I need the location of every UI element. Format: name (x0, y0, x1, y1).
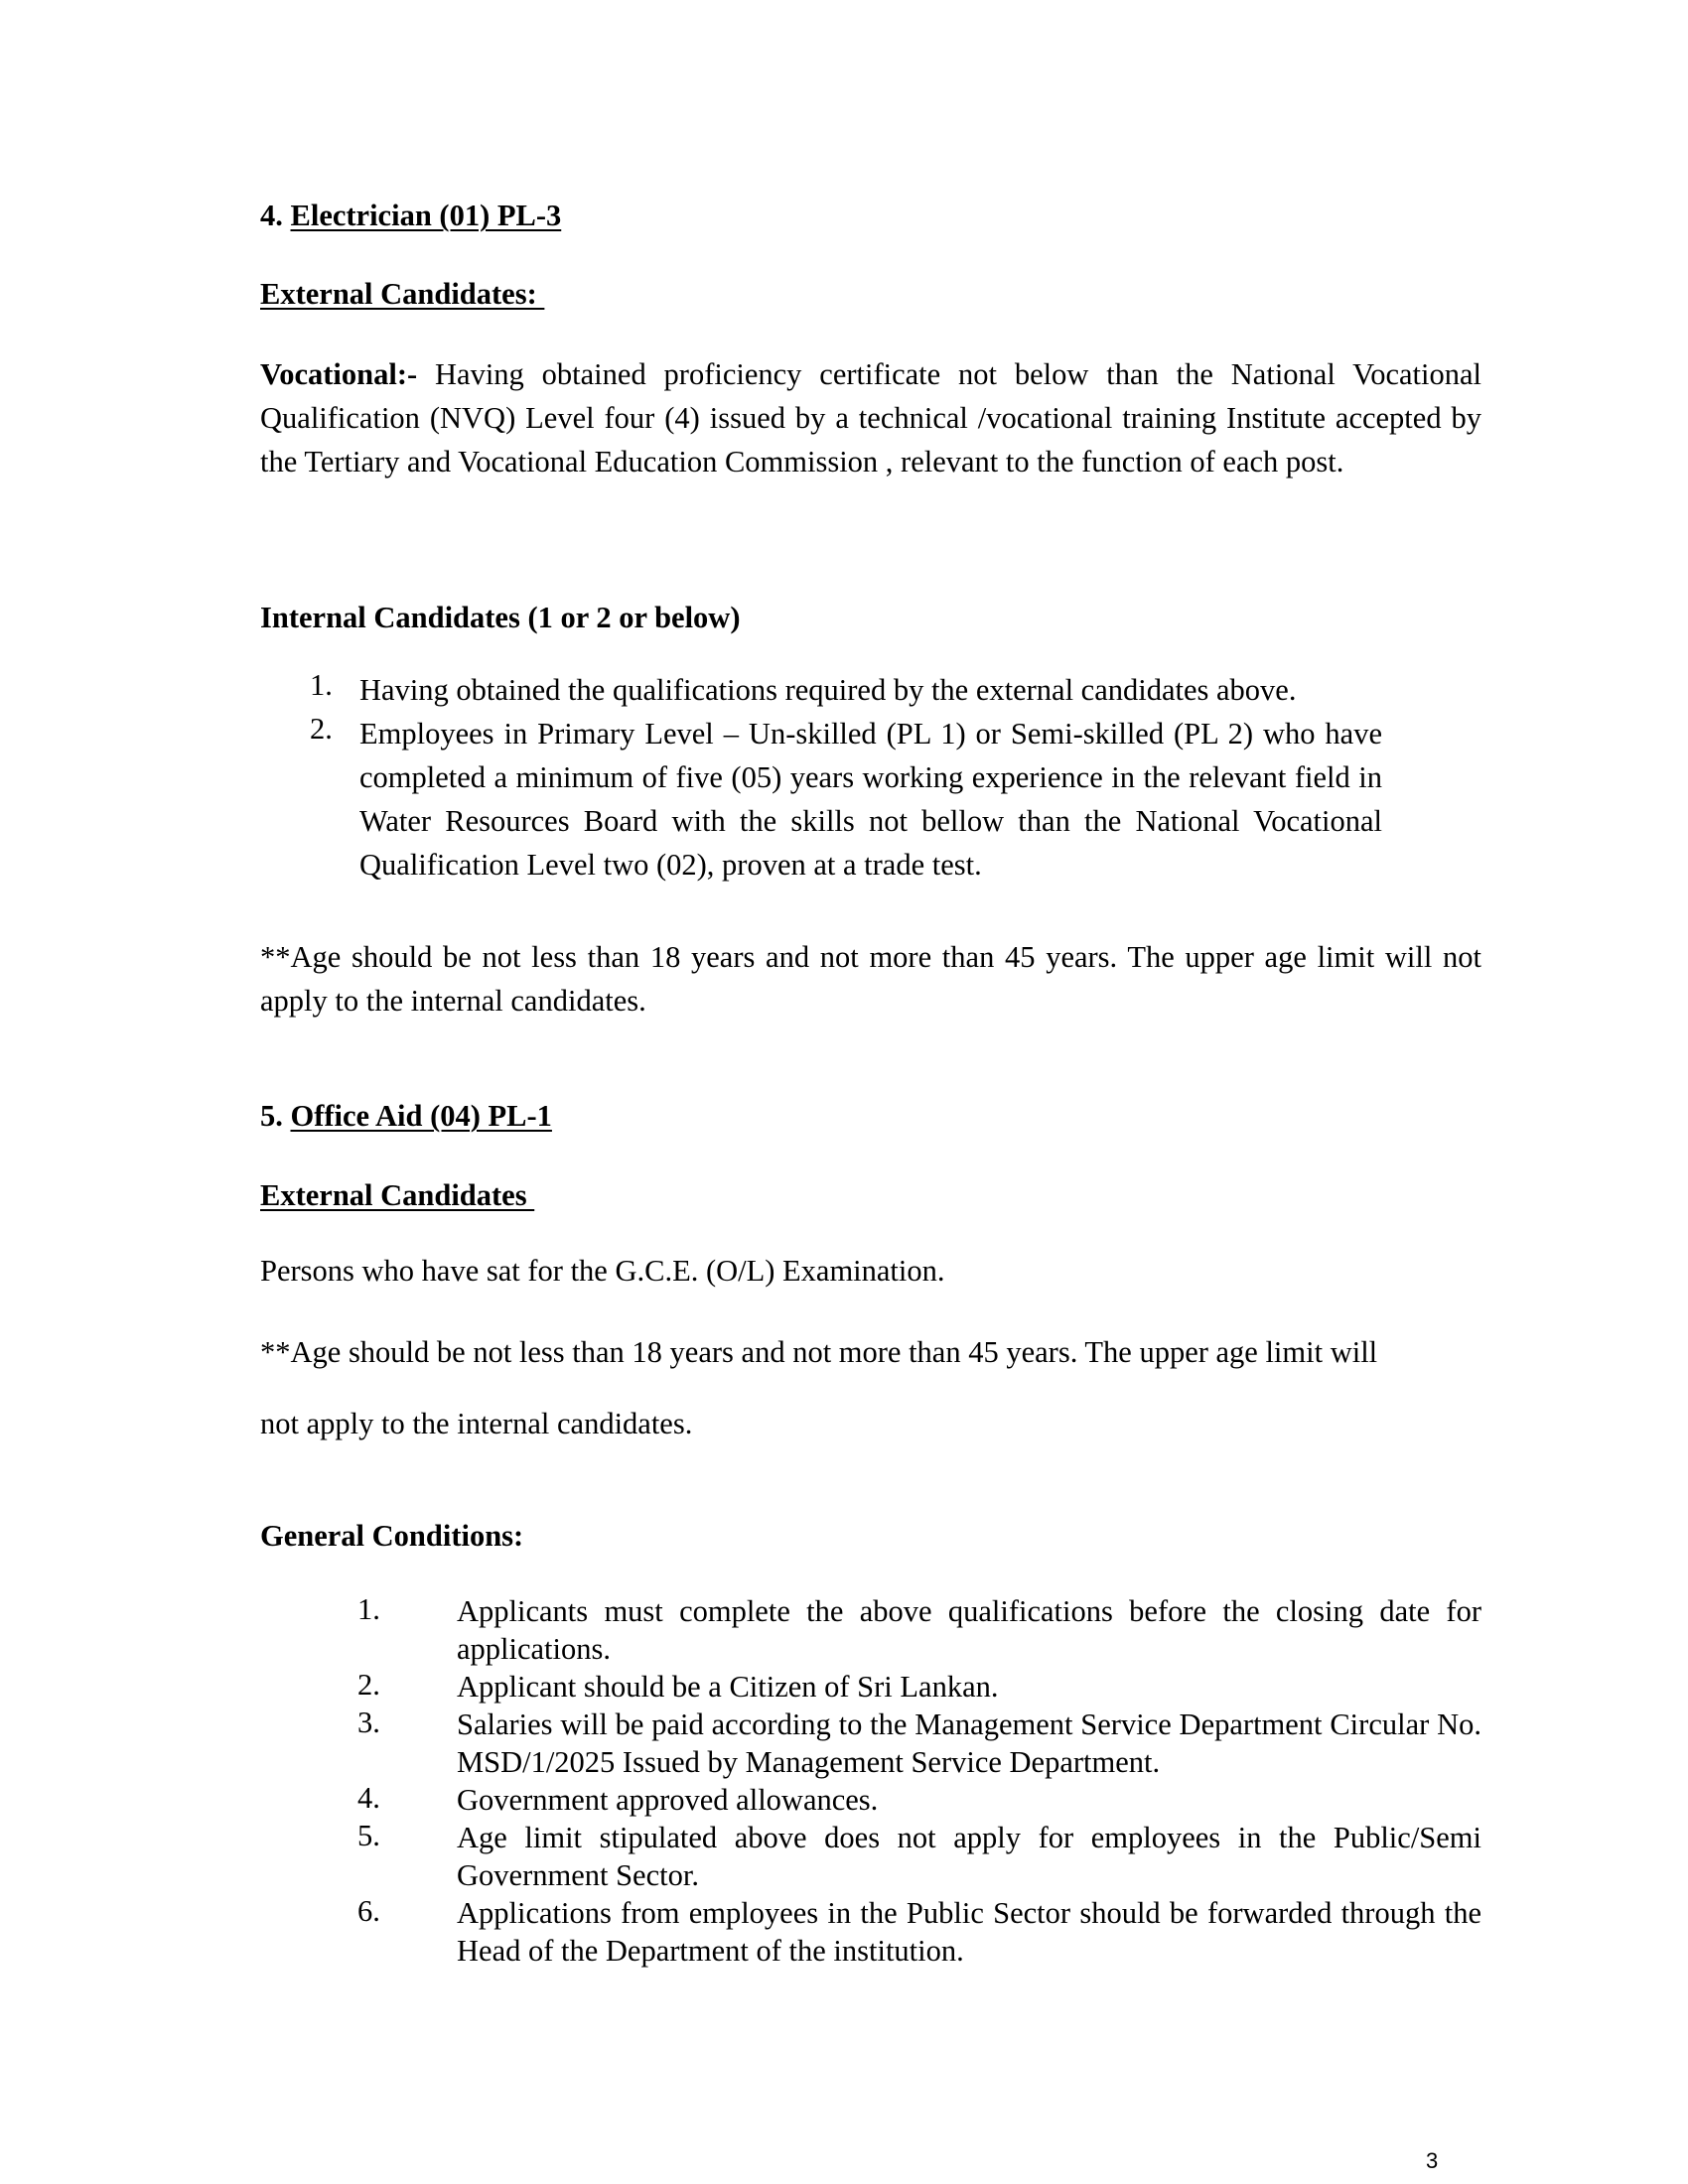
condition-number: 2. (357, 1668, 380, 1702)
section-4-vocational-paragraph (260, 352, 1481, 483)
condition-number: 1. (357, 1592, 380, 1626)
condition-text: Applications from employees in the Public Sector should be forwarded through the Head of the Department of the institution. (457, 1896, 1481, 1968)
condition-text: Applicants must complete the above qualifications before the closing date for applications. (457, 1594, 1481, 1666)
condition-number: 6. (357, 1894, 380, 1928)
section-4-title: Electrician (01) PL-3 (290, 199, 562, 232)
vocational-text: Having obtained proficiency certificate not below than the National Vocational Qualification (NVQ) Level four (4) issued by a technical /vocational training Institute accepted by the Tertiary and Vocational Education Commission , relevant to the function of each post. (260, 357, 1481, 478)
section-5-number: 5. (260, 1099, 291, 1133)
section-4-internal-heading: Internal Candidates (1 or 2 or below) (260, 601, 741, 634)
condition-text: Applicant should be a Citizen of Sri Lankan. (457, 1670, 999, 1704)
section-5-age-note-line-1: **Age should be not less than 18 years and not more than 45 years. The upper age limit will (260, 1335, 1378, 1369)
section-4-heading (260, 199, 561, 233)
page-number: 3 (1426, 2148, 1439, 2173)
condition-number: 4. (357, 1781, 380, 1815)
vocational-label: Vocational:- (260, 357, 436, 391)
condition-text: Age limit stipulated above does not apply for employees in the Public/Semi Government Sector. (457, 1821, 1481, 1892)
general-conditions-heading: General Conditions: (260, 1519, 524, 1553)
condition-text: Salaries will be paid according to the Management Service Department Circular No. MSD/1/2025 Issued by Management Service Department. (457, 1707, 1481, 1779)
internal-item-text: Employees in Primary Level – Un-skilled (PL 1) or Semi-skilled (PL 2) who have completed a minimum of five (05) years working experience in the relevant field in Water Resources Board with the skills not bellow than the National Vocational Qualification Level two (02), proven at a trade test. (359, 717, 1382, 882)
section-5-title: Office Aid (04) PL-1 (290, 1099, 552, 1133)
section-4-external-heading: External Candidates: (260, 277, 545, 311)
section-5-external-heading: External Candidates (260, 1178, 535, 1212)
section-4-age-note: **Age should be not less than 18 years and not more than 45 years. The upper age limit will not apply to the internal candidates. (260, 940, 1481, 1018)
condition-number: 3. (357, 1706, 380, 1739)
section-5-age-note-line-2: not apply to the internal candidates. (260, 1407, 693, 1440)
internal-item-number: 2. (310, 712, 333, 746)
section-5-external-text: Persons who have sat for the G.C.E. (O/L) Examination. (260, 1254, 945, 1288)
section-5-heading (260, 1099, 552, 1134)
internal-item-number: 1. (310, 668, 333, 702)
internal-item-text: Having obtained the qualifications required by the external candidates above. (359, 673, 1297, 707)
condition-text: Government approved allowances. (457, 1783, 879, 1817)
section-4-number: 4. (260, 199, 291, 232)
condition-number: 5. (357, 1819, 380, 1852)
